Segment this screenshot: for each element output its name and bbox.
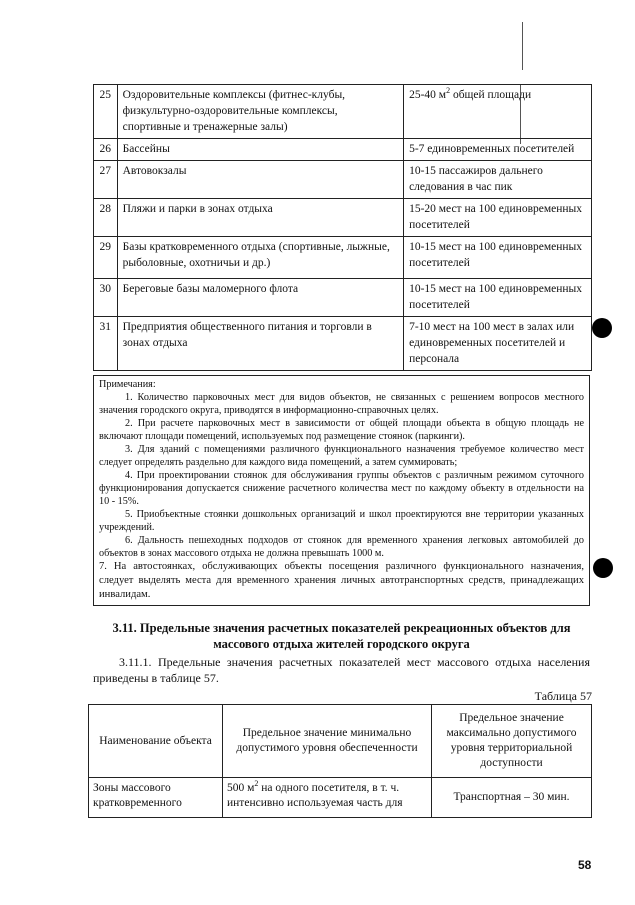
note-item: 5. Приобъектные стоянки дошкольных организаций и школ проектируются вне территории указанных учреждений.	[99, 509, 584, 533]
page-number: 58	[578, 858, 592, 872]
object-name: Предприятия общественного питания и торговли в зонах отдыха	[117, 317, 403, 371]
table-row	[89, 778, 592, 818]
column-header: Предельное значение максимально допустимого уровня территориальной доступности	[432, 705, 592, 778]
table-row	[94, 199, 592, 237]
note-item: 6. Дальность пешеходных подходов от стоянок для временного хранения легковых автомобилей до объектов в зонах массового отдыха не должна превышать 1000 м.	[99, 535, 584, 559]
parking-norm: 7-10 мест на 100 мест в залах или единовременных посетителей и персонала	[404, 317, 592, 371]
note-item: 4. При проектировании стоянок для обслуживания группы объектов с различным режимом суточного функционирования допускается снижение расчетного количества мест по каждому объекту в отдельности на 10 - 15%.	[99, 470, 584, 507]
row-number: 27	[94, 161, 118, 199]
table-row	[94, 237, 592, 279]
column-header: Наименование объекта	[89, 705, 223, 778]
table-label: Таблица 57	[534, 689, 592, 703]
parking-norms-table	[93, 84, 592, 371]
row-number: 25	[94, 85, 118, 139]
column-header: Предельное значение минимально допустимого уровня обеспеченности	[223, 705, 432, 778]
table-row	[94, 139, 592, 161]
table-row	[94, 161, 592, 199]
object-name: Автовокзалы	[117, 161, 403, 199]
parking-norm: 5-7 единовременных посетителей	[404, 139, 592, 161]
section-title-line: массового отдыха жителей городского округа	[213, 637, 470, 651]
object-name: Пляжи и парки в зонах отдыха	[117, 199, 403, 237]
object-name: Зоны массового кратковременного	[89, 778, 223, 818]
section-title-line: 3.11. Предельные значения расчетных показателей рекреационных объектов для	[112, 621, 571, 635]
row-number: 31	[94, 317, 118, 371]
row-number: 28	[94, 199, 118, 237]
table-row	[94, 279, 592, 317]
object-name: Базы кратковременного отдыха (спортивные, лыжные, рыболовные, охотничьи и др.)	[117, 237, 403, 279]
table-57	[88, 704, 592, 818]
table-row	[94, 85, 592, 139]
notes-box	[93, 375, 590, 606]
parking-norm: 10-15 мест на 100 единовременных посетителей	[404, 279, 592, 317]
punch-hole	[592, 318, 612, 338]
note-item: 7. На автостоянках, обслуживающих объекты посещения различного функционального назначения, следует выделять места для временного хранения личных автотранспортных средств, принадлежащих инвалидам.	[99, 561, 584, 600]
section-intro: 3.11.1. Предельные значения расчетных показателей мест массового отдыха населения приведены в таблице 57.	[93, 655, 590, 685]
row-number: 29	[94, 237, 118, 279]
row-number: 26	[94, 139, 118, 161]
provision-value: 500 $м^2$ на одного посетителя, в т. ч. интенсивно используемая часть для	[223, 778, 432, 818]
row-number: 30	[94, 279, 118, 317]
scan-mark	[522, 22, 523, 70]
parking-norm: 25-40 $м^2$ общей площади	[404, 85, 592, 139]
object-name: Береговые базы маломерного флота	[117, 279, 403, 317]
parking-norm: 15-20 мест на 100 единовременных посетителей	[404, 199, 592, 237]
access-value: Транспортная – 30 мин.	[432, 778, 592, 818]
punch-hole	[593, 558, 613, 578]
note-item: 2. При расчете парковочных мест в зависимости от общей площади объекта в общую площадь не включают площади помещений, используемых под размещение стоянок (паркинги).	[99, 418, 584, 442]
parking-norm: 10-15 пассажиров дальнего следования в час пик	[404, 161, 592, 199]
notes-title: Примечания:	[99, 379, 156, 390]
object-name: Бассейны	[117, 139, 403, 161]
table-header-row	[89, 705, 592, 778]
parking-norm: 10-15 мест на 100 единовременных посетителей	[404, 237, 592, 279]
note-item: 3. Для зданий с помещениями различного функционального назначения требуемое количество мест следует определять раздельно для каждого вида помещений, а затем суммировать;	[99, 444, 584, 468]
note-item: 1. Количество парковочных мест для видов объектов, не связанных с решением вопросов местного значения городского округа, приводятся в информационно-справочных целях.	[99, 392, 584, 416]
section-title	[93, 620, 590, 652]
object-name: Оздоровительные комплексы (фитнес-клубы, физкультурно-оздоровительные комплексы, спортивные и тренажерные залы)	[117, 85, 403, 139]
table-row	[94, 317, 592, 371]
